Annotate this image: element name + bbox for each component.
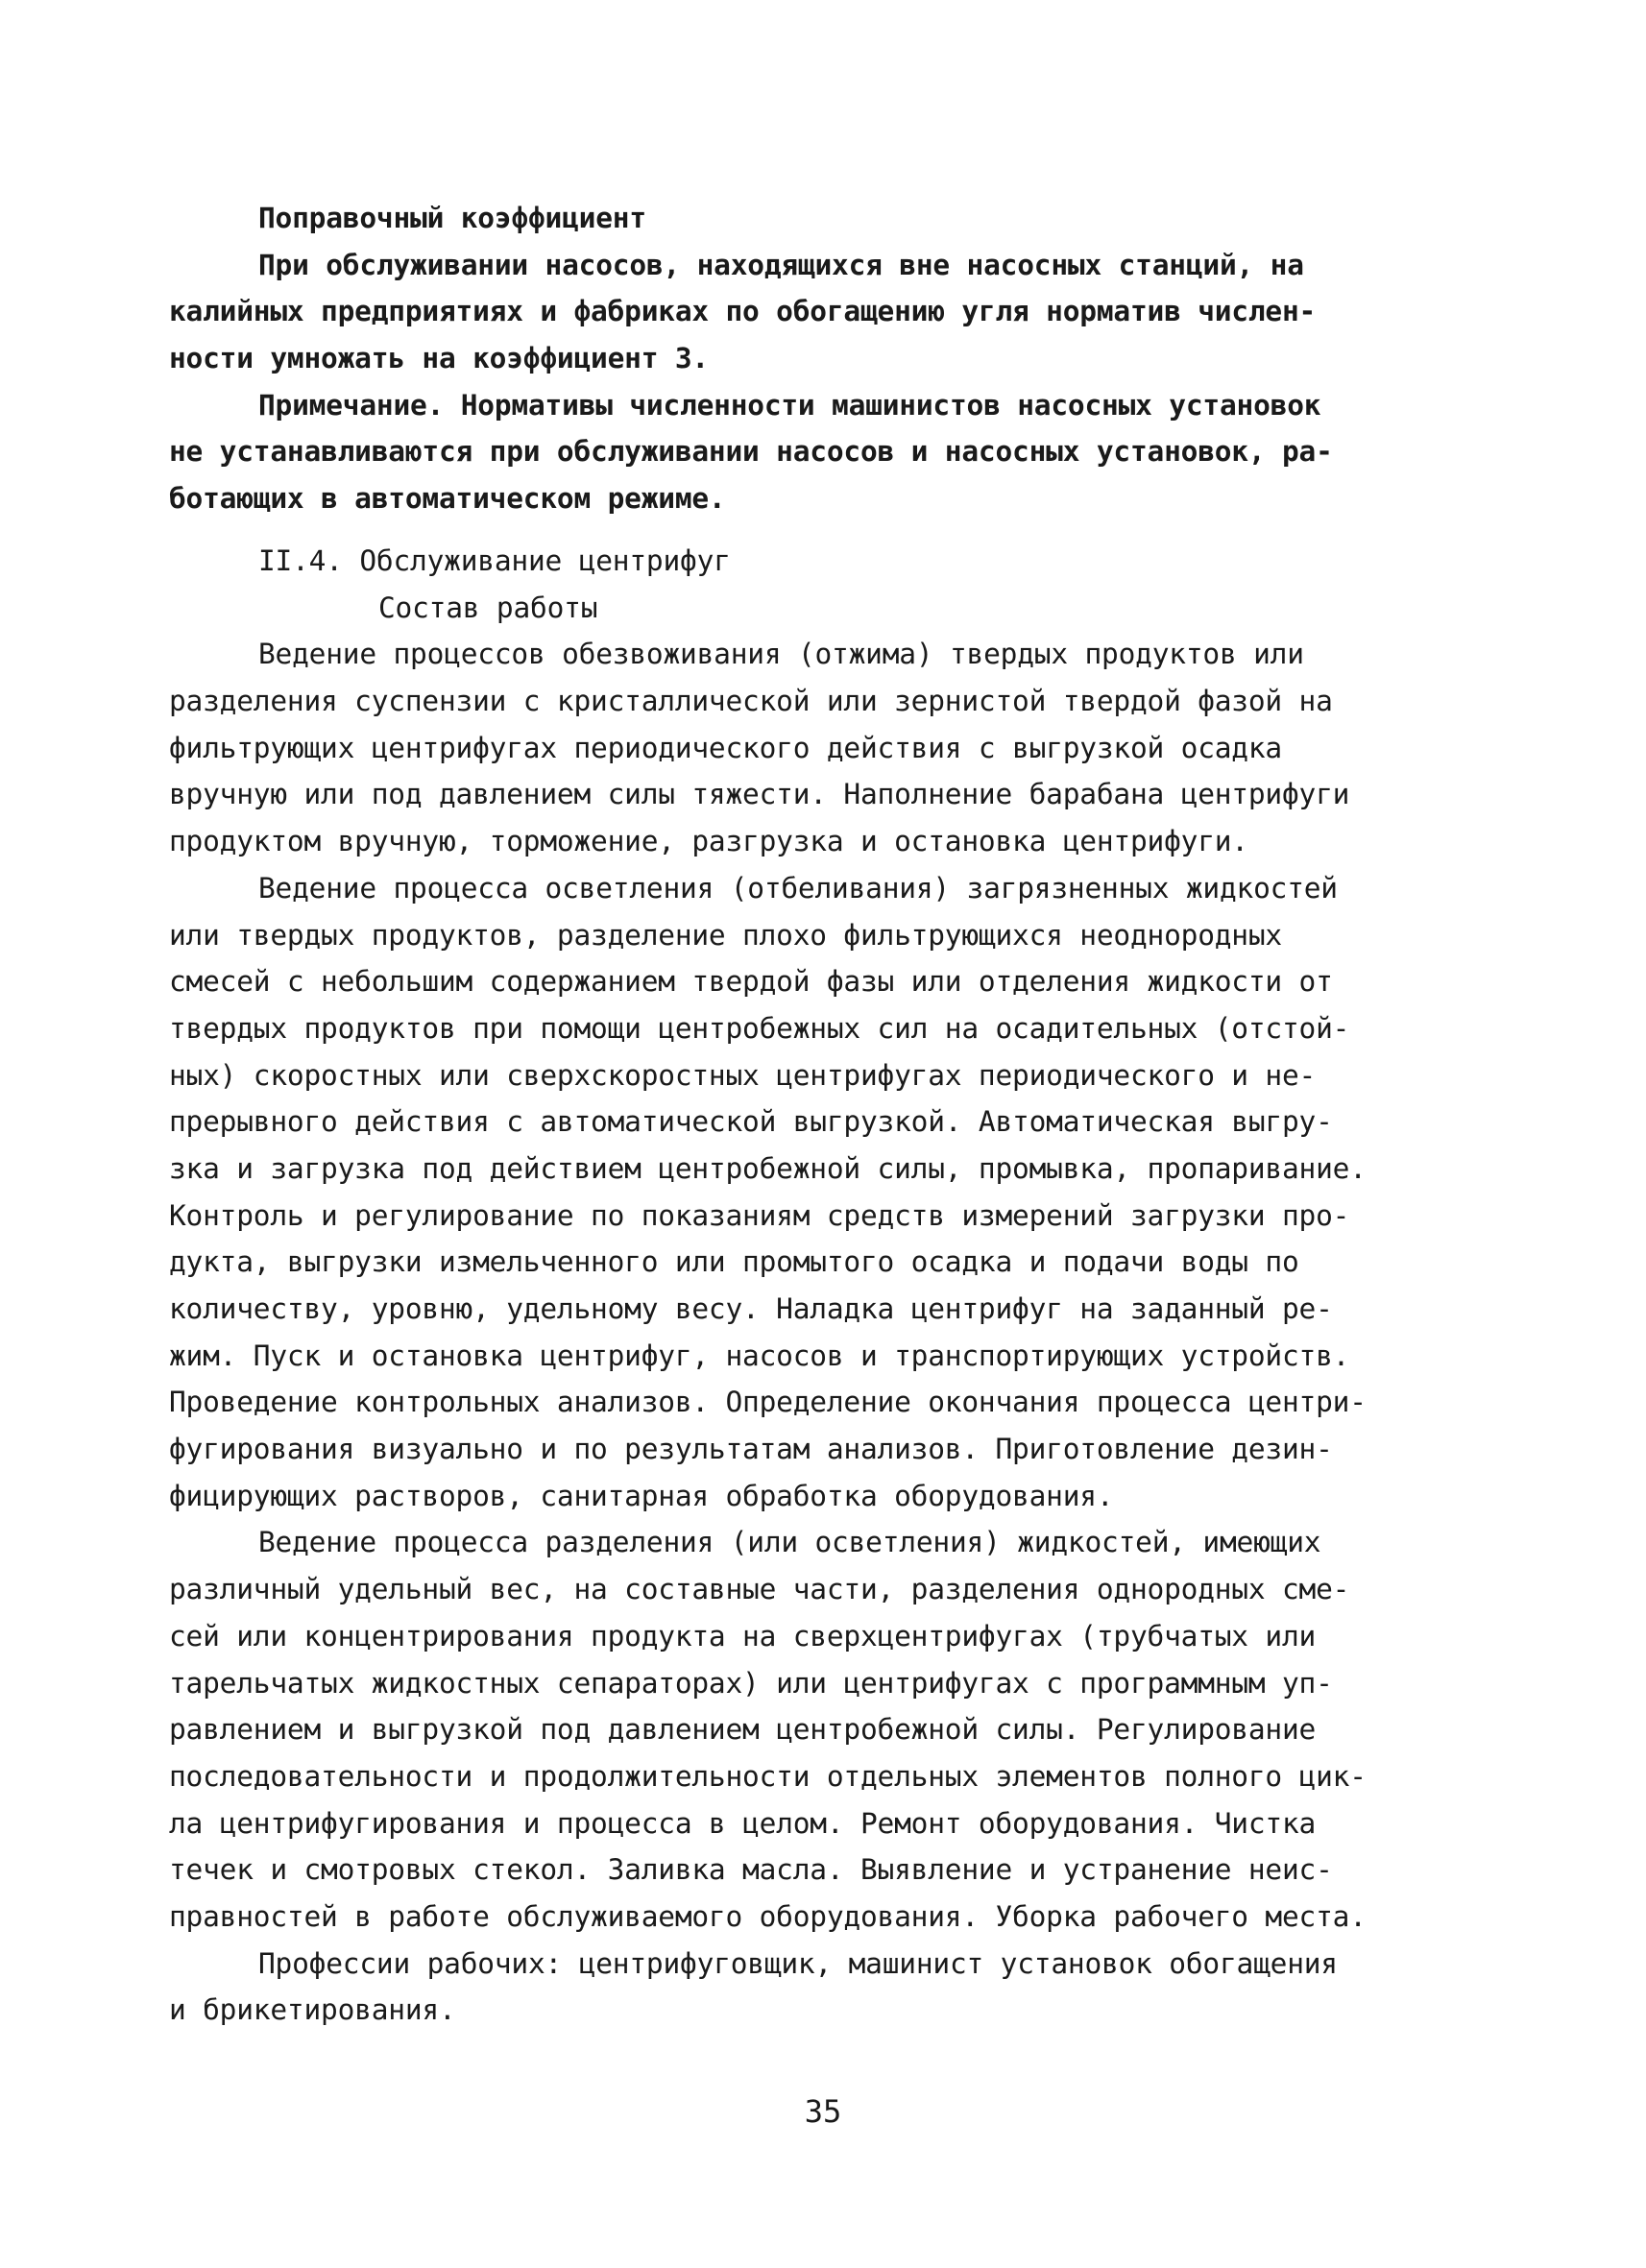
paragraph-1-line: Ведение процессов обезвоживания (отжима) твердых продуктов или	[258, 638, 1304, 671]
paragraph-2-line: или твердых продуктов, разделение плохо фильтрующихся неоднородных	[169, 918, 1282, 952]
paragraph-2-line: Контроль и регулирование по показаниям средств измерений загрузки про-	[169, 1198, 1350, 1232]
paragraph-3-line: различный удельный вес, на составные части, разделения однородных сме-	[169, 1573, 1350, 1606]
paragraph-1-line: продуктом вручную, торможение, разгрузка и остановка центрифуги.	[169, 825, 1248, 858]
paragraph-2-line: прерывного действия с автоматической выгрузкой. Автоматическая выгру-	[169, 1105, 1333, 1139]
professions-line: Профессии рабочих: центрифуговщик, машинист установок обогащения	[258, 1946, 1338, 1980]
note-line: Примечание. Нормативы численности машинистов насосных установок	[258, 388, 1321, 422]
correction-coefficient-heading: Поправочный коэффициент	[258, 202, 646, 234]
paragraph-3-line: тарельчатых жидкостных сепараторах) или центрифугах с программным уп-	[169, 1666, 1333, 1700]
correction-paragraph-line: ности умножать на коэффициент 3.	[169, 342, 709, 375]
paragraph-2-line: Проведение контрольных анализов. Определение окончания процесса центри-	[169, 1386, 1367, 1419]
correction-paragraph-line: калийных предприятиях и фабриках по обогащению угля норматив числен-	[169, 295, 1317, 328]
section-title: II.4. Обслуживание центрифуг	[258, 544, 731, 577]
paragraph-2-line: твердых продуктов при помощи центробежных сил на осадительных (отстой-	[169, 1011, 1350, 1045]
professions-line: и брикетирования.	[169, 1993, 456, 2027]
paragraph-3-line: последовательности и продолжительности отдельных элементов полного цик-	[169, 1759, 1367, 1793]
paragraph-3-line: течек и смотровых стекол. Заливка масла. Выявление и устранение неис-	[169, 1853, 1333, 1887]
paragraph-2-line: Ведение процесса осветления (отбеливания) загрязненных жидкостей	[258, 871, 1338, 905]
paragraph-1-line: разделения суспензии с кристаллической или зернистой твердой фазой на	[169, 685, 1333, 718]
paragraph-3-line: сей или концентрирования продукта на сверхцентрифугах (трубчатых или	[169, 1619, 1317, 1653]
paragraph-2-line: ных) скоростных или сверхскоростных центрифугах периодического и не-	[169, 1058, 1317, 1092]
page-number: 35	[804, 2093, 842, 2130]
paragraph-1-line: вручную или под давлением силы тяжести. Наполнение барабана центрифуги	[169, 778, 1350, 811]
paragraph-2-line: зка и загрузка под действием центробежной силы, промывка, пропаривание.	[169, 1151, 1367, 1185]
paragraph-3-line: ла центрифугирования и процесса в целом. Ремонт оборудования. Чистка	[169, 1806, 1317, 1840]
section-subtitle: Состав работы	[378, 591, 598, 624]
correction-coefficient-section	[169, 195, 1494, 522]
correction-paragraph-line: При обслуживании насосов, находящихся вне насосных станций, на	[258, 248, 1304, 281]
note-line: ботающих в автоматическом режиме.	[169, 482, 726, 516]
paragraph-2-line: жим. Пуск и остановка центрифуг, насосов и транспортирующих устройств.	[169, 1339, 1350, 1372]
paragraph-2-line: фугирования визуально и по результатам анализов. Приготовление дезин-	[169, 1433, 1333, 1466]
paragraph-2-line: количеству, уровню, удельному весу. Наладка центрифуг на заданный ре-	[169, 1292, 1333, 1325]
centrifuge-section	[169, 538, 1494, 2034]
paragraph-2-line: смесей с небольшим содержанием твердой фазы или отделения жидкости от	[169, 965, 1333, 999]
paragraph-2-line: дукта, выгрузки измельченного или промытого осадка и подачи воды по	[169, 1245, 1299, 1279]
paragraph-3-line: правностей в работе обслуживаемого оборудования. Уборка рабочего места.	[169, 1899, 1367, 1933]
paragraph-3-line: равлением и выгрузкой под давлением центробежной силы. Регулирование	[169, 1713, 1317, 1747]
paragraph-1-line: фильтрующих центрифугах периодического действия с выгрузкой осадка	[169, 731, 1282, 764]
paragraph-3-line: Ведение процесса разделения (или осветления) жидкостей, имеющих	[258, 1526, 1321, 1559]
note-line: не устанавливаются при обслуживании насосов и насосных установок, ра-	[169, 435, 1333, 469]
paragraph-2-line: фицирующих растворов, санитарная обработка оборудования.	[169, 1479, 1114, 1512]
